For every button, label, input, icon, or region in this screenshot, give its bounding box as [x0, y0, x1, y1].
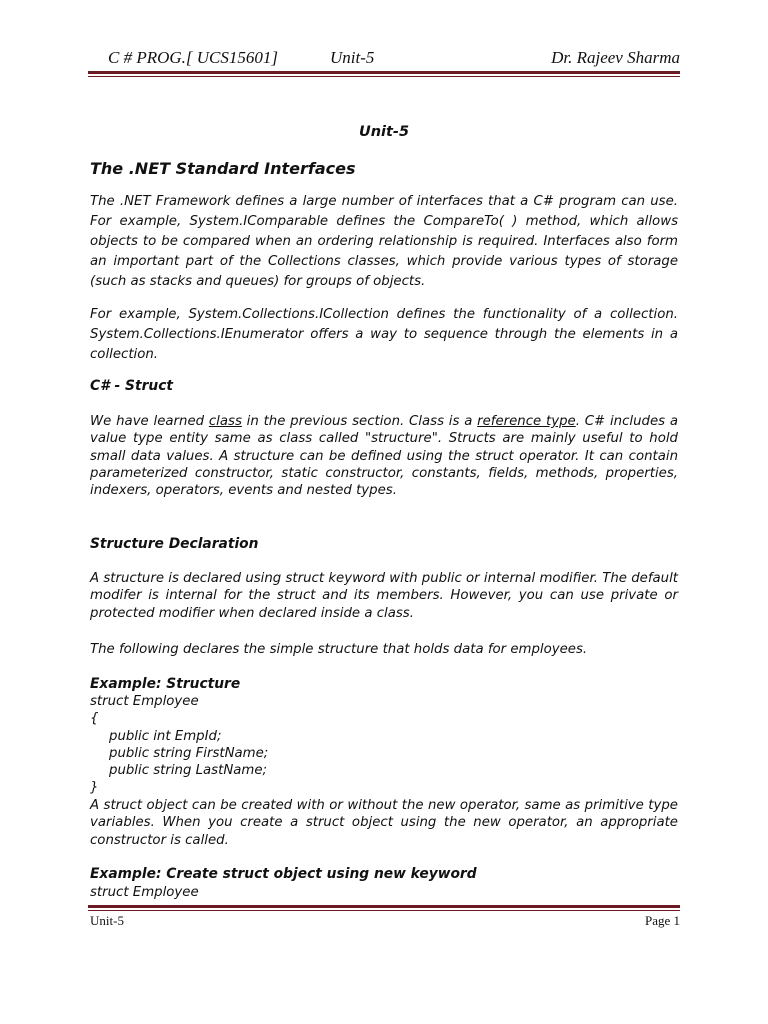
struct-intro-text-2: in the previous section. Class is a	[241, 414, 478, 429]
footer-rule-thin	[88, 910, 680, 911]
section-title-interfaces: The .NET Standard Interfaces	[90, 159, 356, 178]
section-title-declaration: Structure Declaration	[90, 536, 259, 552]
code-line: struct Employee	[90, 885, 199, 900]
code-line: struct Employee	[90, 694, 199, 709]
code-line: public string FirstName;	[109, 745, 269, 761]
footer-rule-thick	[88, 905, 680, 908]
footer-unit: Unit-5	[90, 913, 124, 928]
code-line: {	[90, 711, 99, 727]
paragraph-collections: For example, System.Collections.ICollection defines the functionality of a collection. System.Collections.IEnumerator offers a way to sequence through the elements in a collection.	[90, 307, 678, 362]
code-block-new-keyword	[90, 884, 678, 901]
code-line: }	[90, 780, 99, 796]
paragraph-declaration: A structure is declared using struct keyword with public or internal modifier. The default modifer is internal for the struct and its members. However, you can use private or protected modifier when declared inside a class.	[90, 571, 678, 621]
paragraph-struct-new: A struct object can be created with or without the new operator, same as primitive type variables. When you create a struct object using the new operator, an appropriate constructor is called.	[90, 798, 678, 848]
header-rule-thin	[88, 76, 680, 77]
page-header	[90, 44, 680, 70]
unit-title: Unit-5	[358, 124, 410, 140]
reference-type-link[interactable]: reference type	[477, 414, 576, 429]
header-unit: Unit-5	[330, 48, 375, 67]
struct-intro-text-3: . C# includes a value type entity same as class called "structure". Structs are mainly useful to hold small data values. A structure can be defined using the struct operator. It can contain parameterized constructor, static constructor, constants, fields, methods, properties, indexers, operators, events and nested types.	[90, 414, 678, 499]
header-course: C # PROG.[ UCS15601]	[108, 48, 279, 67]
class-link[interactable]: class	[208, 414, 242, 429]
struct-intro-text-1: We have learned	[90, 414, 209, 429]
code-line: public string LastName;	[109, 763, 268, 779]
header-rule-thick	[88, 71, 680, 74]
paragraph-struct-intro	[90, 413, 678, 499]
example-structure-title: Example: Structure	[90, 676, 241, 692]
paragraph-employee-intro: The following declares the simple structure that holds data for employees.	[90, 642, 588, 657]
header-author: Dr. Rajeev Sharma	[551, 48, 680, 67]
code-block-structure	[90, 693, 678, 797]
code-line: public int EmpId;	[109, 728, 222, 744]
example-new-keyword-title: Example: Create struct object using new keyword	[90, 866, 477, 882]
page-number: Page 1	[644, 913, 680, 928]
section-title-struct: C# - Struct	[90, 378, 173, 394]
paragraph-interfaces: The .NET Framework defines a large number of interfaces that a C# program can use. For example, System.IComparable defines the CompareTo( ) method, which allows objects to be compared when an ordering relationship is required. Interfaces also form an important part of the Collections classes, which provide various types of storage (such as stacks and queues) for groups of objects.	[90, 194, 678, 289]
